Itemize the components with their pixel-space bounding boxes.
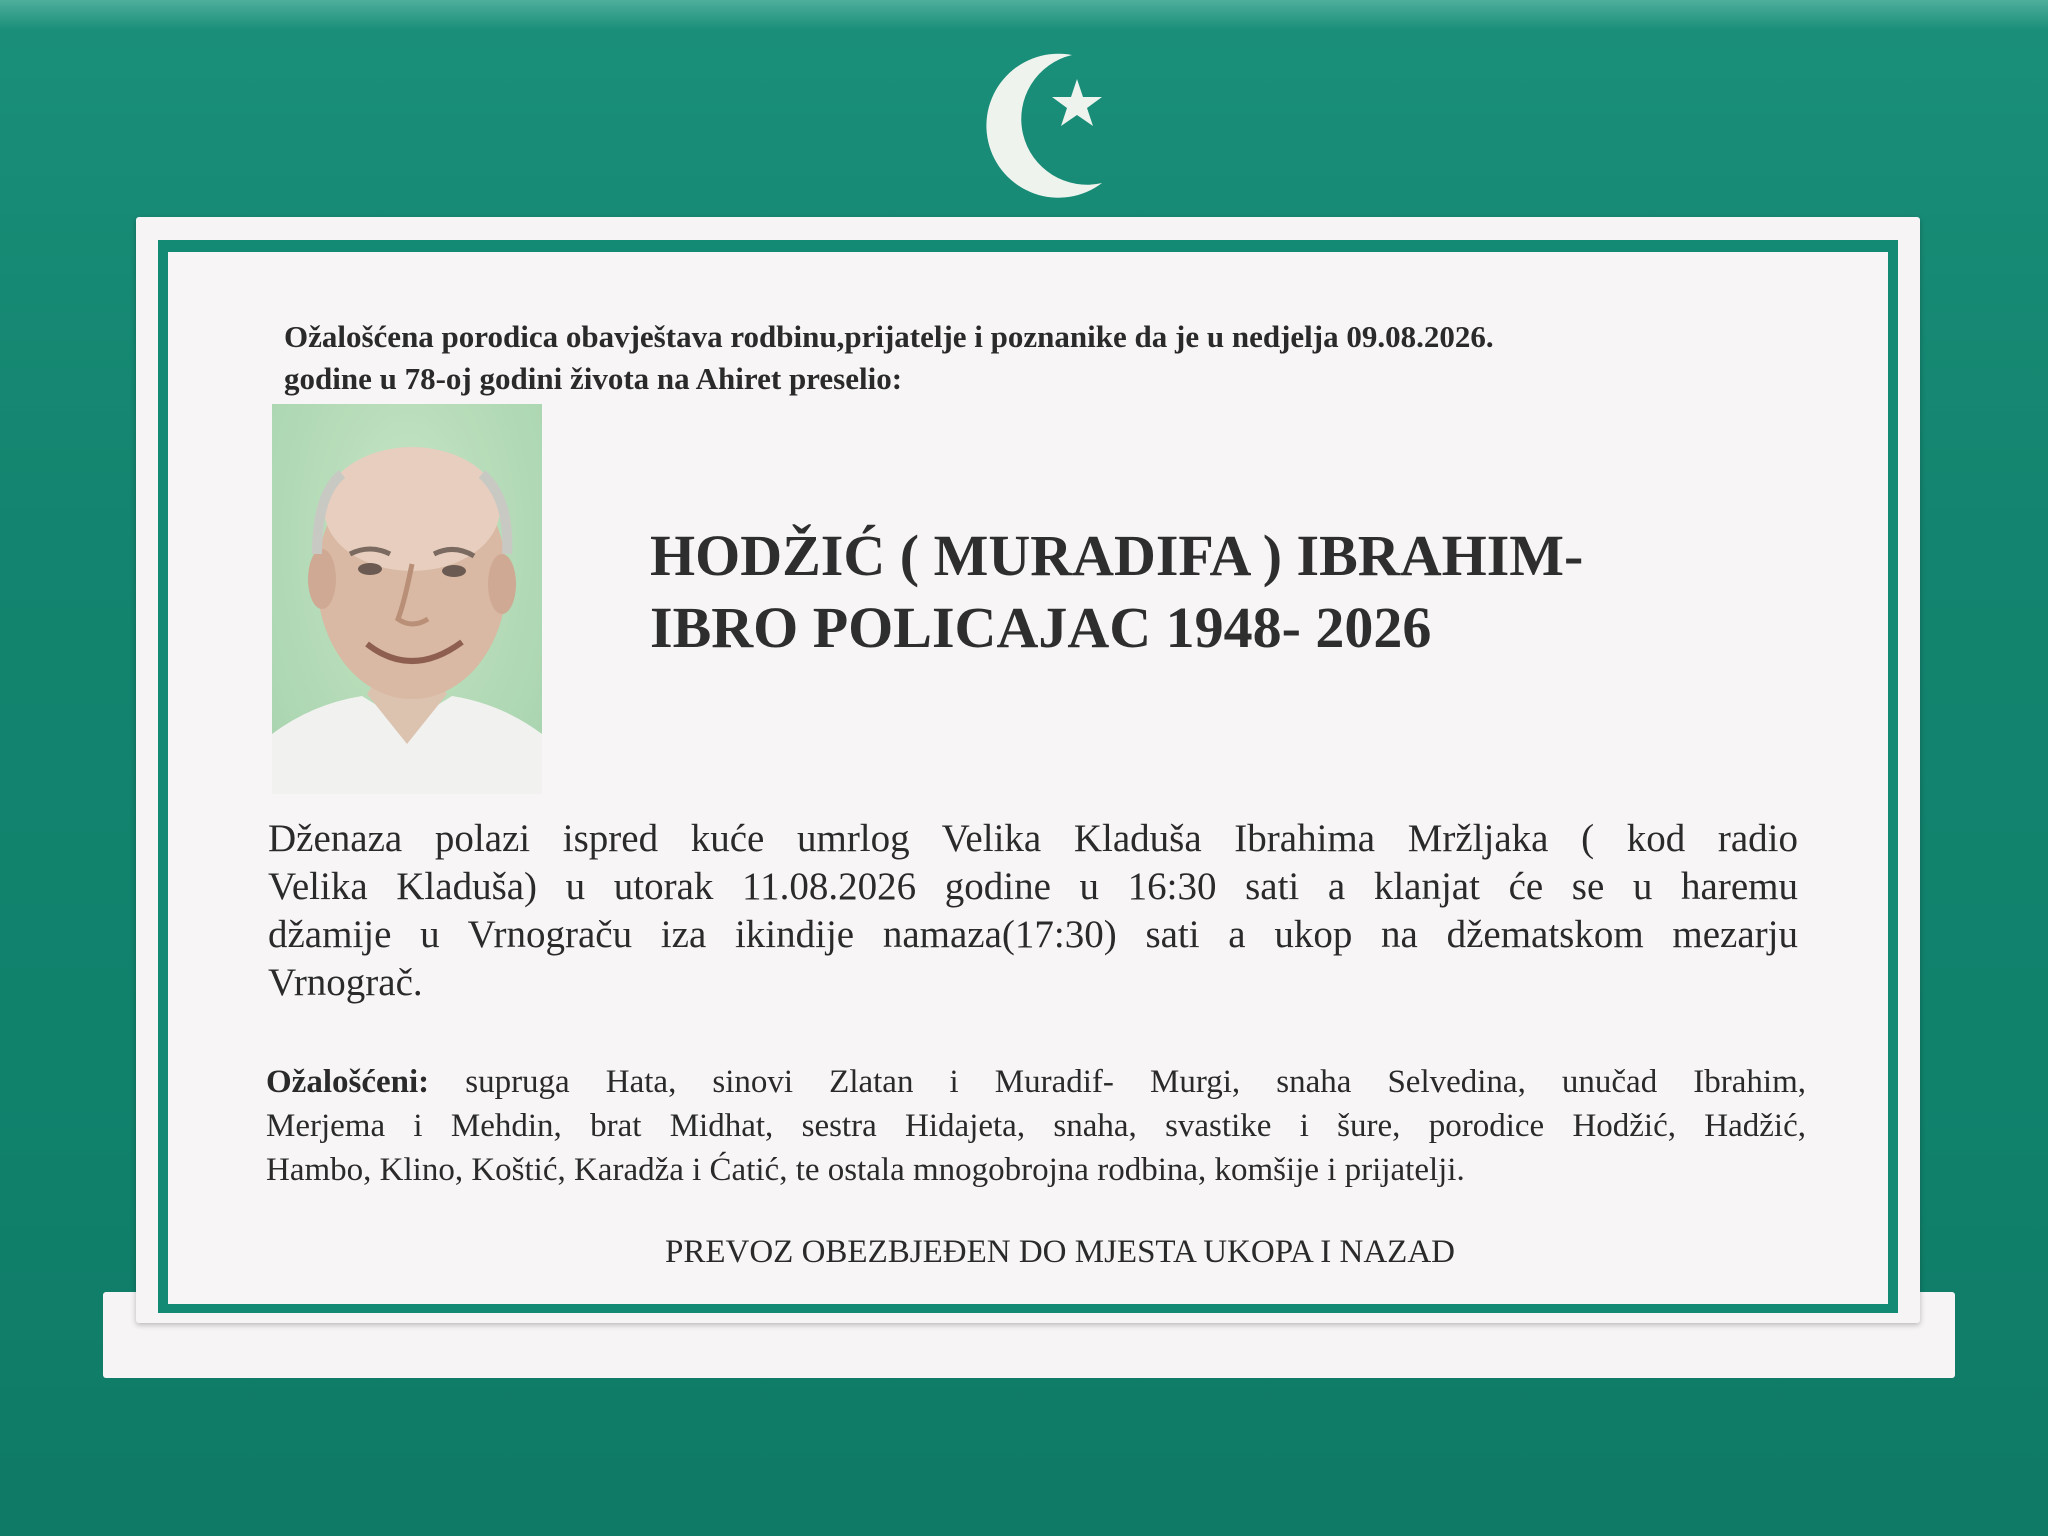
- funeral-details: [268, 815, 1798, 1007]
- mourners-line-2: Merjema i Mehdin, brat Midhat, sestra Hidajeta, snaha, svastike i šure, porodice Hodžić, Hadžić,: [266, 1108, 1806, 1144]
- deceased-name: [650, 520, 1830, 664]
- mourners-list: [266, 1060, 1806, 1192]
- name-line-1: HODŽIĆ ( MURADIFA ) IBRAHIM-: [650, 523, 1584, 588]
- crescent-star-icon: [960, 35, 1130, 205]
- intro-text: [284, 316, 1784, 400]
- mourners-line-1: [266, 1060, 1806, 1104]
- transport-note: PREVOZ OBEZBJEĐEN DO MJESTA UKOPA I NAZAD: [664, 1234, 1456, 1270]
- mourners-line-3: Hambo, Klino, Koštić, Karadža i Ćatić, te ostala mnogobrojna rodbina, komšije i prijatelji.: [266, 1152, 1465, 1188]
- background-highlight: [0, 0, 2048, 30]
- name-line-2: IBRO POLICAJAC 1948- 2026: [650, 595, 1432, 660]
- intro-line-2: godine u 78-oj godini života na Ahiret preselio:: [284, 361, 903, 396]
- portrait-photo: [272, 404, 542, 794]
- funeral-line-4: Vrnograč.: [268, 961, 423, 1004]
- intro-line-1: Ožalošćena porodica obavještava rodbinu,prijatelje i poznanike da je u nedjelja 09.08.2026.: [284, 319, 1494, 354]
- funeral-line-2: Velika Kladuša) u utorak 11.08.2026 godine u 16:30 sati a klanjat će se u haremu: [268, 865, 1798, 908]
- funeral-line-3: džamije u Vrnograču iza ikindije namaza(17:30) sati a ukop na džematskom mezarju: [268, 913, 1798, 956]
- mourners-label: Ožalošćeni:: [266, 1064, 430, 1100]
- mourners-line-1-text: supruga Hata, sinovi Zlatan i Muradif- Murgi, snaha Selvedina, unučad Ibrahim,: [429, 1064, 1806, 1100]
- funeral-line-1: Dženaza polazi ispred kuće umrlog Velika Kladuša Ibrahima Mržljaka ( kod radio: [268, 817, 1798, 860]
- portrait-illustration: [272, 404, 542, 794]
